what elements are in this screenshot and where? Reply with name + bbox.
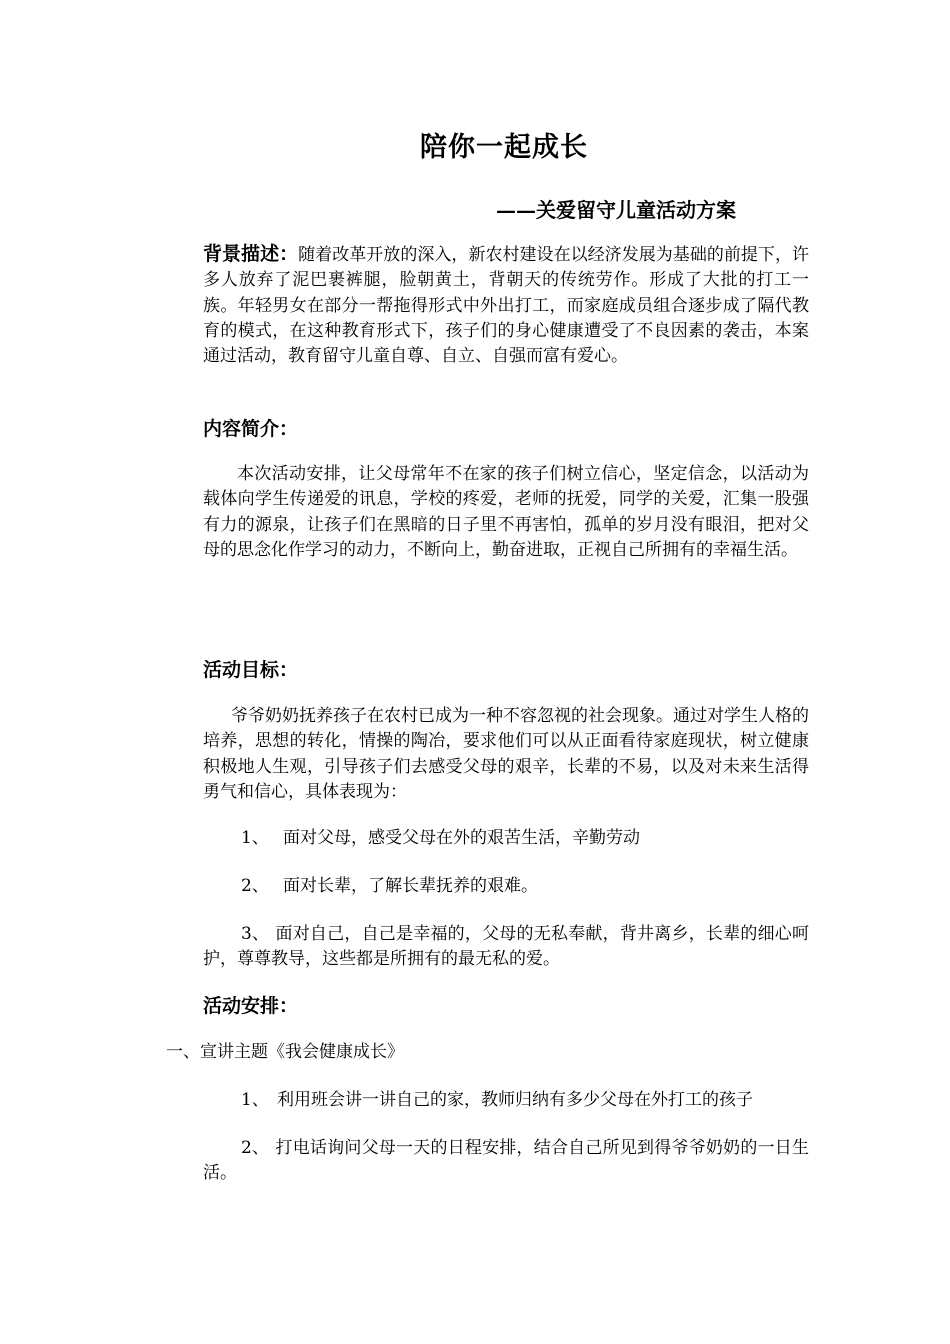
- goal-item-2: [241, 874, 538, 899]
- summary-heading: 内容简介：: [203, 418, 299, 440]
- background-paragraph: [203, 242, 809, 369]
- goal-item-2-text: 面对长辈，了解长辈抚养的艰难。: [283, 876, 538, 896]
- document-title: 陪你一起成长: [420, 132, 588, 163]
- goal-item-3-number: 3、: [241, 924, 270, 944]
- arrangement-item-2-text: 打电话询问父母一天的日程安排，结合自己所见到得爷爷奶奶的一日生活。: [203, 1138, 810, 1184]
- arrangement-item-2-number: 2、: [241, 1138, 270, 1158]
- background-text: 随着改革开放的深入，新农村建设在以经济发展为基础的前提下，许多人放弃了泥巴裹裤腿，脸朝黄土，背朝天的传统劳作。形成了大批的打工一族。年轻男女在部分一帮拖得形式中外出打工，而家庭成员组合逐步成了隔代教育的模式，在这种教育形式下，孩子们的身心健康遭受了不良因素的袭击，本案通过活动，教育留守儿童自尊、自立、自强而富有爱心。: [203, 245, 809, 367]
- goal-item-1: [241, 826, 640, 851]
- goal-item-3: [203, 922, 809, 973]
- goals-paragraph: 爷爷奶奶抚养孩子在农村已成为一种不容忽视的社会现象。通过对学生人格的培养，思想的转化，情操的陶冶，要求他们可以从正面看待家庭现状，树立健康积极地人生观，引导孩子们去感受父母的艰辛，长辈的不易，以及对未来生活得勇气和信心，具体表现为：: [203, 706, 809, 802]
- arrangement-section-1: 一、宣讲主题《我会健康成长》: [166, 1042, 404, 1062]
- arrangement-item-2: [203, 1136, 809, 1187]
- goal-item-1-text: 面对父母，感受父母在外的艰苦生活，辛勤劳动: [283, 828, 640, 848]
- goal-item-3-text: 面对自己，自己是幸福的，父母的无私奉献，背井离乡，长辈的细心呵护，尊尊教导，这些都是所拥有的最无私的爱。: [203, 924, 810, 970]
- document-subtitle: ——关爱留守儿童活动方案: [496, 198, 736, 222]
- arrangement-item-1-text: 利用班会讲一讲自己的家，教师归纳有多少父母在外打工的孩子: [277, 1090, 753, 1110]
- arrangement-item-1: [241, 1088, 753, 1113]
- goal-item-2-number: 2、: [241, 876, 269, 896]
- summary-paragraph: 本次活动安排，让父母常年不在家的孩子们树立信心，坚定信念，以活动为载体向学生传递爱的讯息，学校的疼爱，老师的抚爱，同学的关爱，汇集一股强有力的源泉，让孩子们在黑暗的日子里不再害怕，孤单的岁月没有眼泪，把对父母的思念化作学习的动力，不断向上，勤奋进取，正视自己所拥有的幸福生活。: [203, 464, 809, 560]
- goal-item-1-number: 1、: [241, 828, 269, 848]
- arrangement-item-1-number: 1、: [241, 1090, 269, 1110]
- goals-heading: 活动目标：: [203, 659, 299, 681]
- background-heading: 背景描述：: [203, 243, 299, 265]
- arrangement-heading: 活动安排：: [203, 995, 299, 1017]
